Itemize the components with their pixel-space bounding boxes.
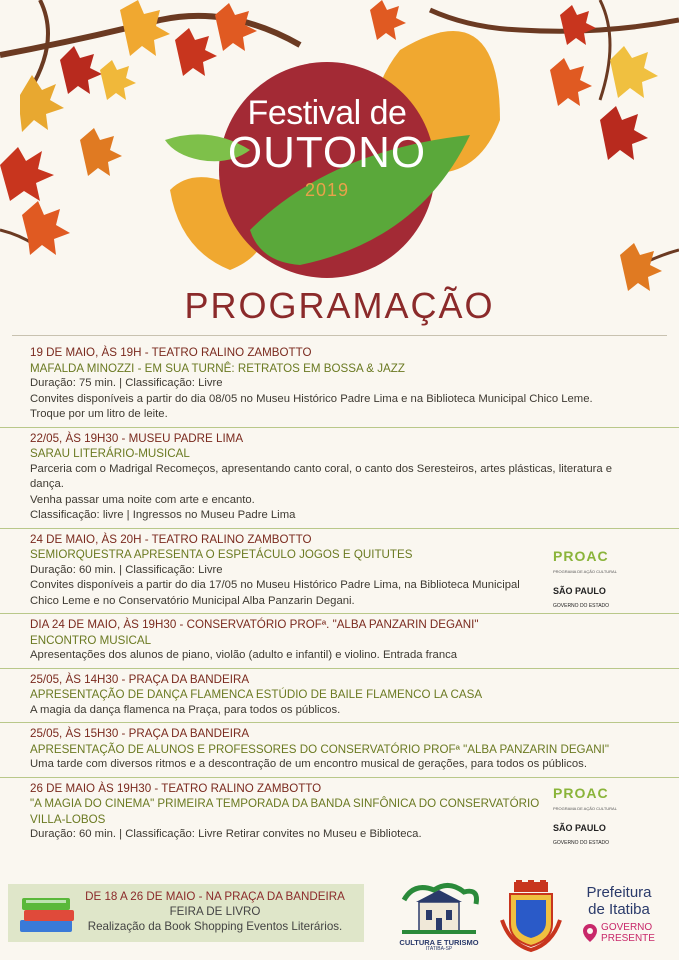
book-fair-dates: DE 18 A 26 DE MAIO - NA PRAÇA DA BANDEIRA — [85, 890, 345, 903]
proac-subtitle: PROGRAMA DE AÇÃO CULTURAL — [553, 569, 617, 574]
event-item — [0, 614, 679, 669]
event-title: MAFALDA MINOZZI - EM SUA TURNÊ: RETRATOS EM BOSSA & JAZZ — [30, 361, 405, 375]
location-pin-icon — [583, 924, 597, 942]
proac-title: PROAC — [553, 547, 609, 564]
cultura-label: CULTURA E TURISMO — [399, 938, 479, 947]
event-detail: Duração: 60 min. | Classificação: Livre Retirar convites no Museu e Biblioteca. — [30, 828, 422, 840]
book-fair-banner — [8, 884, 364, 942]
logo-title-line2: OUTONO — [227, 128, 427, 177]
event-datetime: 19 DE MAIO, ÀS 19H - TEATRO RALINO ZAMBOTTO — [30, 346, 312, 359]
cultura-turismo-logo — [394, 880, 484, 952]
proac-title: PROAC — [553, 784, 609, 801]
event-detail: Duração: 60 min. | Classificação: Livre — [30, 563, 223, 576]
event-datetime: 26 DE MAIO ÀS 19H30 - TEATRO RALINO ZAMBOTTO — [30, 781, 322, 795]
event-detail: Uma tarde com diversos ritmos e a descontração de um encontro musical de gerações, para todos os públicos. — [30, 758, 587, 770]
program-heading: PROGRAMAÇÃO — [184, 285, 495, 326]
prefeitura-line2: de Itatiba — [588, 901, 650, 918]
presente-label: PRESENTE — [601, 933, 655, 944]
sao-paulo-label: SÃO PAULO — [553, 585, 606, 596]
event-item — [0, 529, 679, 615]
prefeitura-line1: Prefeitura — [586, 884, 652, 901]
prefeitura-logo — [566, 884, 672, 944]
event-title: APRESENTAÇÃO DE ALUNOS E PROFESSORES DO CONSERVATÓRIO PROFª "ALBA PANZARIN DEGANI" — [30, 742, 610, 756]
festival-logo — [218, 62, 436, 280]
event-detail: Classificação: livre | Ingressos no Museu Padre Lima — [30, 509, 296, 521]
event-title: ENCONTRO MUSICAL — [30, 633, 152, 647]
event-detail: Chico Leme e no Conservatório Municipal Alba Panzarin Degani. — [30, 594, 355, 607]
event-detail: Parceria com o Madrigal Recomeços, apresentando canto coral, o canto dos Seresteiros, artes plásticas, literatura e dança. — [30, 462, 613, 490]
proac-logo — [553, 547, 625, 609]
event-title-continued: VILLA-LOBOS — [30, 812, 106, 826]
book-fair-title: FEIRA DE LIVRO — [169, 905, 261, 918]
event-detail: Troque por um litro de leite. — [30, 408, 168, 420]
event-item — [0, 723, 679, 778]
event-datetime: DIA 24 DE MAIO, ÀS 19H30 - CONSERVATÓRIO PROFª. "ALBA PANZARIN DEGANI" — [30, 618, 479, 631]
event-list — [0, 342, 679, 847]
event-detail: A magia da dança flamenca na Praça, para todos os públicos. — [30, 703, 341, 716]
event-datetime: 25/05, ÀS 15H30 - PRAÇA DA BANDEIRA — [30, 727, 250, 740]
building-icon — [394, 880, 484, 938]
proac-logo — [553, 784, 625, 846]
event-item — [0, 428, 679, 529]
governo-label: GOVERNO — [601, 922, 653, 933]
event-item — [0, 342, 679, 428]
event-item — [0, 778, 679, 847]
event-datetime: 22/05, ÀS 19H30 - MUSEU PADRE LIMA — [30, 431, 244, 445]
governo-label: GOVERNO DO ESTADO — [553, 840, 610, 846]
logo-year: 2019 — [304, 180, 350, 200]
event-datetime: 24 DE MAIO, ÀS 20H - TEATRO RALINO ZAMBOTTO — [30, 532, 312, 546]
proac-subtitle: PROGRAMA DE AÇÃO CULTURAL — [553, 806, 617, 811]
event-title: "A MAGIA DO CINEMA" PRIMEIRA TEMPORADA DA BANDA SINFÔNICA DO CONSERVATÓRIO — [30, 797, 540, 810]
event-detail: Venha passar uma noite com arte e encanto. — [30, 493, 255, 506]
governo-label: GOVERNO DO ESTADO — [553, 603, 610, 609]
book-fair-organizer: Realização da Book Shopping Eventos Literários. — [87, 920, 343, 933]
event-detail: Convites disponíveis a partir do dia 08/05 no Museu Histórico Padre Lima e na Biblioteca Municipal Chico Leme. — [30, 392, 593, 405]
event-detail: Duração: 75 min. | Classificação: Livre — [30, 377, 223, 389]
sao-paulo-label: SÃO PAULO — [553, 822, 606, 833]
event-datetime: 25/05, ÀS 14H30 - PRAÇA DA BANDEIRA — [30, 672, 250, 686]
logo-title-line1: Festival de — [247, 94, 407, 132]
event-detail: Apresentações dos alunos de piano, violão (adulto e infantil) e violino. Entrada franca — [30, 649, 458, 661]
event-item — [0, 669, 679, 724]
cultura-location: ITATIBA-SP — [425, 946, 453, 952]
divider — [12, 335, 667, 336]
event-title: SEMIORQUESTRA APRESENTA O ESPETÁCULO JOGOS E QUITUTES — [30, 548, 413, 561]
city-crest-icon — [500, 880, 562, 954]
event-title: SARAU LITERÁRIO-MUSICAL — [30, 447, 190, 460]
event-title: APRESENTAÇÃO DE DANÇA FLAMENCA ESTÚDIO DE BAILE FLAMENCO LA CASA — [30, 688, 483, 701]
event-detail: Convites disponíveis a partir do dia 17/05 no Museu Histórico Padre Lima, na Biblioteca Municipal — [30, 579, 520, 591]
